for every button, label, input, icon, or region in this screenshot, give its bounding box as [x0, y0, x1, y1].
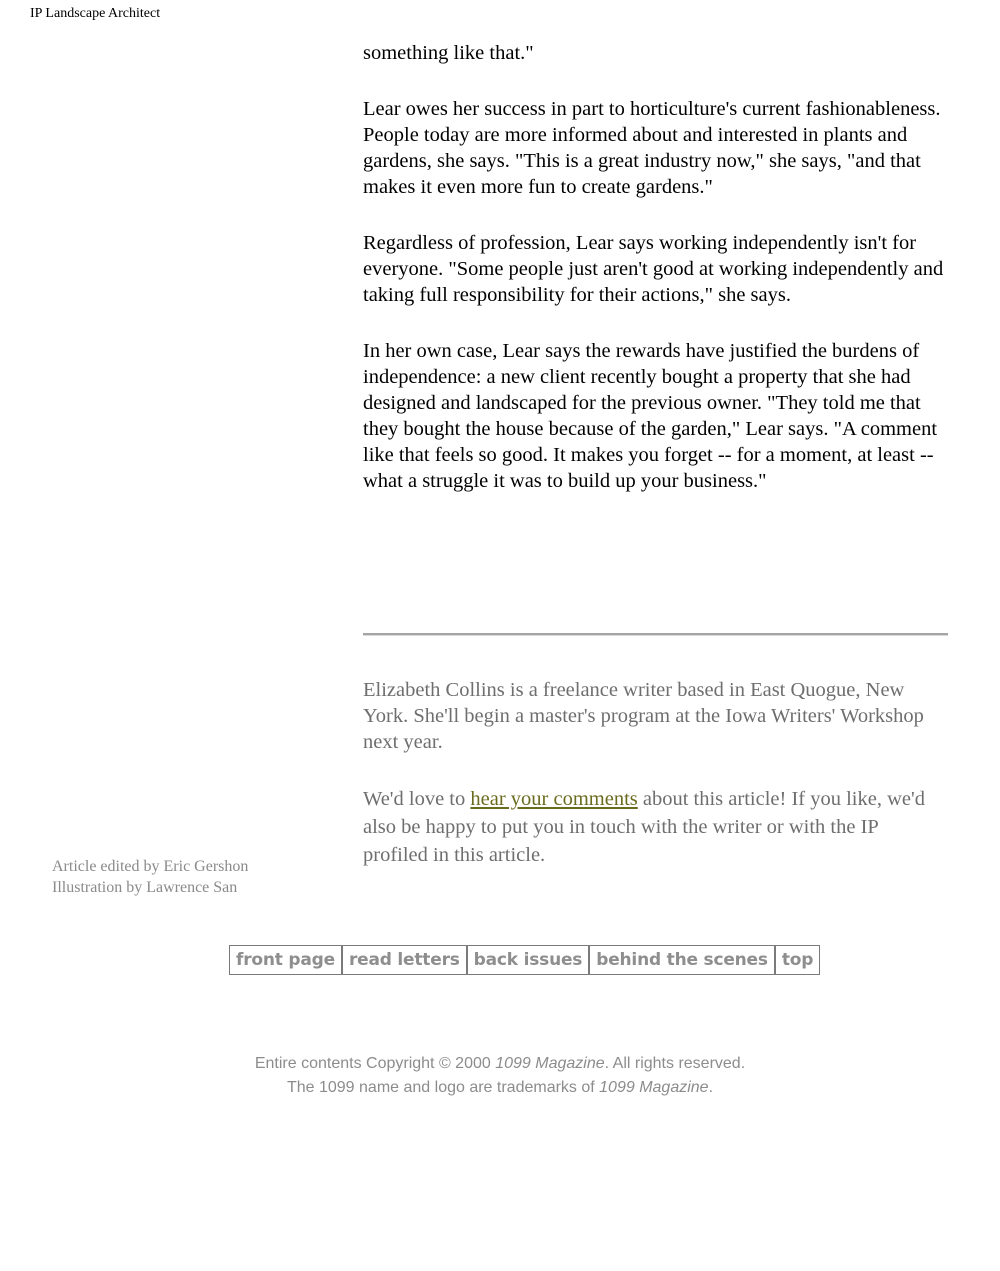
nav-top-button[interactable]: top	[781, 950, 814, 970]
author-bio-text: Elizabeth Collins is a freelance writer based in East Quogue, New York. She'll begin a master's program at the Iowa Writers' Workshop next year.	[363, 679, 924, 753]
trademark-line	[0, 1076, 1000, 1100]
article-paragraph: Regardless of profession, Lear says working independently isn't for everyone. "Some people just aren't good at working independently and taking full responsibility for their actions," she says.	[363, 232, 944, 306]
nav-read-letters-button[interactable]: read letters	[343, 946, 468, 974]
article-body	[363, 40, 948, 524]
hear-comments-link[interactable]: hear your comments	[470, 788, 638, 810]
trademark-suffix: .	[708, 1079, 714, 1096]
article-paragraph: In her own case, Lear says the rewards have justified the burdens of independence: a new client recently bought a property that she had designed and landscaped for the previous owner. "They told me that they bought the house because of the garden," Lear says. "A comment like that feels so good. It makes you forget -- for a moment, at least -- what a struggle it was to build up your business."	[363, 340, 938, 492]
section-divider	[363, 633, 948, 636]
copyright-suffix: . All rights reserved.	[604, 1055, 746, 1072]
copyright-line	[0, 1052, 1000, 1076]
bottom-nav-bar	[229, 945, 820, 975]
magazine-name: 1099 Magazine	[599, 1079, 709, 1096]
nav-front-page-button[interactable]: front page	[230, 946, 343, 974]
copyright-footer	[0, 1052, 1000, 1100]
nav-behind-the-scenes-button[interactable]: behind the scenes	[590, 946, 776, 974]
trademark-text: The 1099 name and logo are trademarks of	[286, 1079, 600, 1096]
nav-back-issues-button[interactable]: back issues	[468, 946, 591, 974]
comments-text-after: about this article! If you like, we'd also be happy to put you in touch with the writer or with the IP profiled in this article.	[363, 788, 925, 866]
article-paragraph: something like that."	[363, 42, 534, 64]
copyright-text: Entire contents Copyright © 2000	[254, 1055, 496, 1072]
article-credits	[52, 856, 248, 898]
comments-invitation	[363, 785, 948, 869]
page-header-title: IP Landscape Architect	[30, 6, 161, 21]
illustrator-credit: Illustration by Lawrence San	[52, 879, 238, 896]
author-bio	[363, 677, 948, 899]
editor-credit: Article edited by Eric Gershon	[52, 858, 249, 875]
article-paragraph: Lear owes her success in part to horticulture's current fashionableness. People today are more informed about and interested in plants and gardens, she says. "This is a great industry now," she says, "and that makes it even more fun to create gardens."	[363, 98, 941, 198]
comments-text-before: We'd love to	[363, 788, 471, 810]
magazine-name: 1099 Magazine	[495, 1055, 605, 1072]
